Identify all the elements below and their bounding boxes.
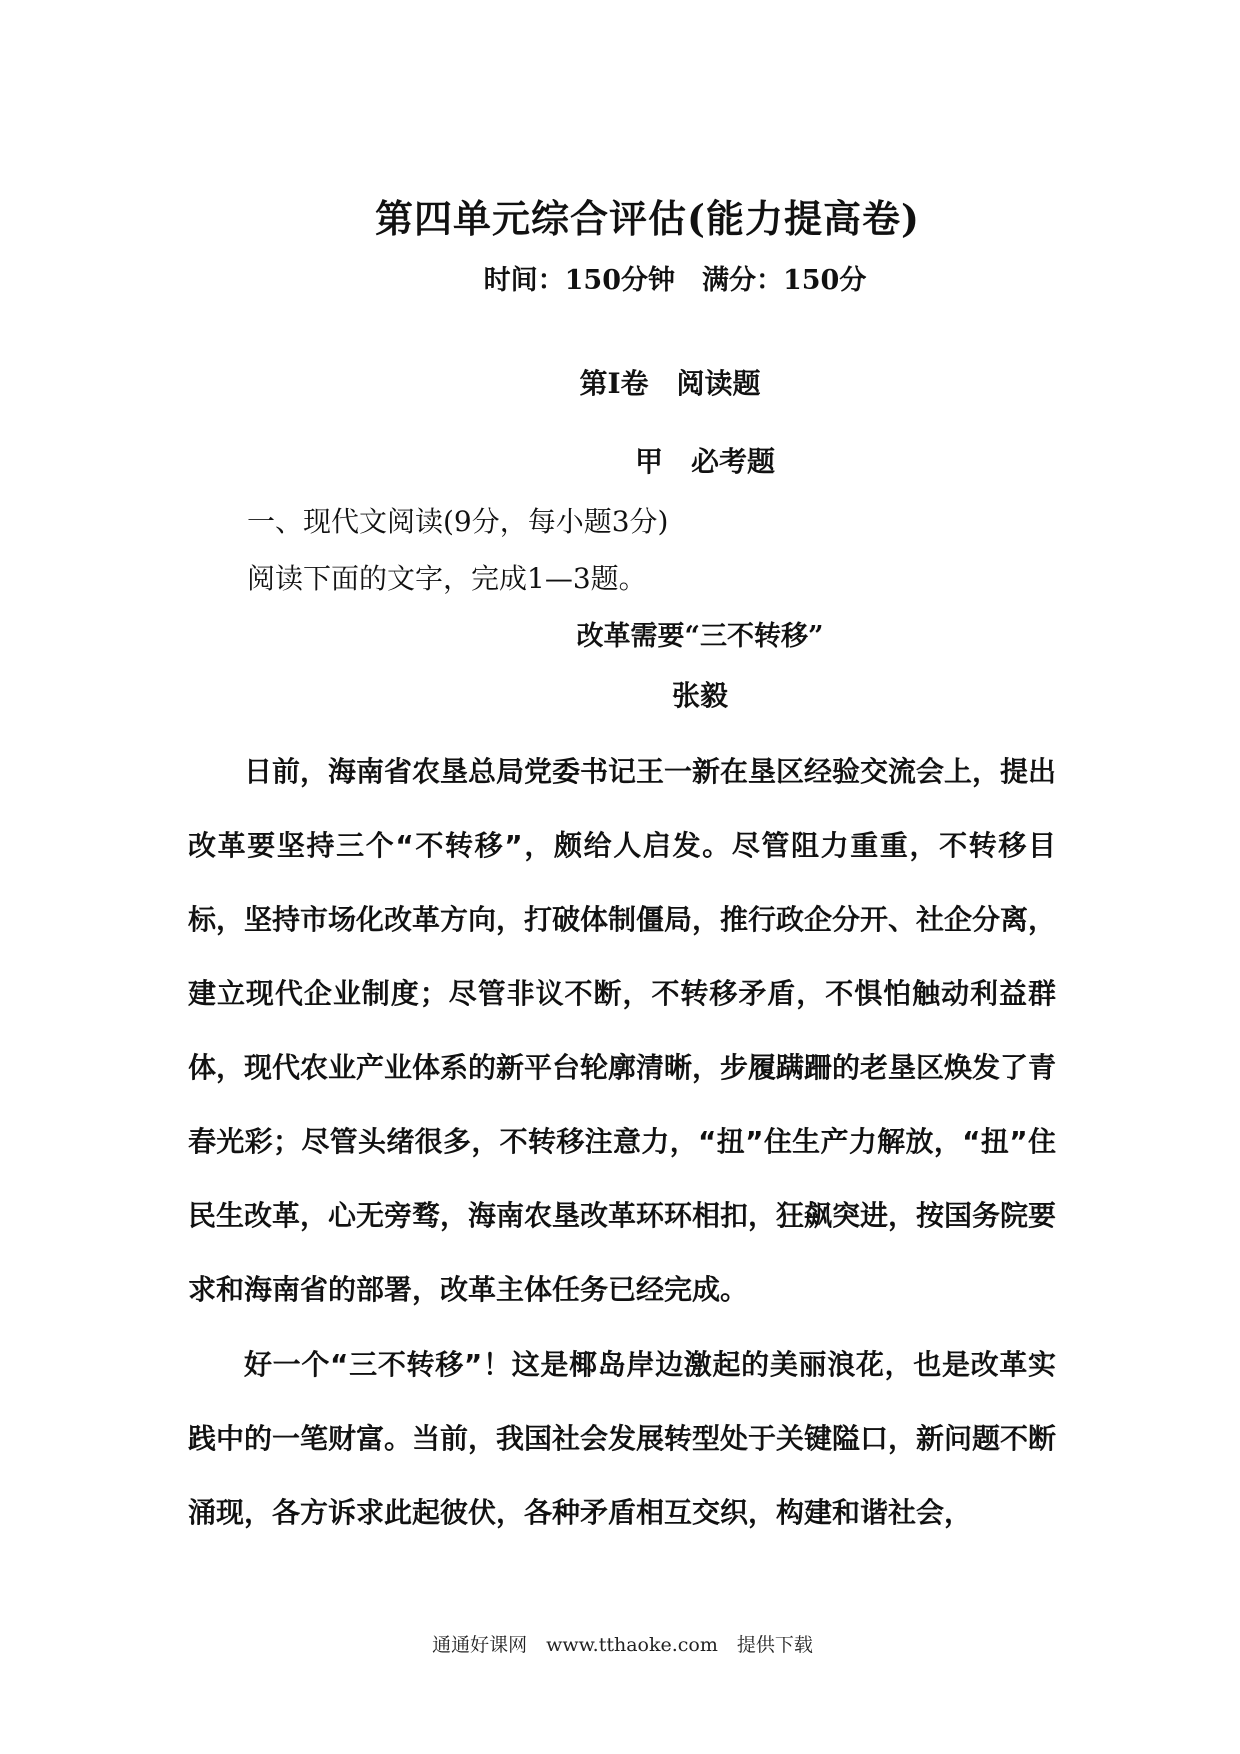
- question-instruction: 阅读下面的文字，完成1—3题。: [247, 562, 647, 595]
- page-footer: 通通好课网 www.tthaoke.com 提供下载: [432, 1634, 813, 1656]
- paragraph-2: 好一个“三不转移”！这是椰岛岸边激起的美丽浪花，也是改革实践中的一笔财富。当前，我国社会发展转型处于关键隘口，新问题不断涌现，各方诉求此起彼伏，各种矛盾相互交织，构建和谐社会，: [188, 1348, 1057, 1529]
- article-title: 改革需要“三不转移”: [576, 621, 824, 652]
- article-author: 张毅: [671, 679, 728, 712]
- exam-title: 第四单元综合评估(能力提高卷): [375, 196, 920, 241]
- paragraph-1: 日前，海南省农垦总局党委书记王一新在垦区经验交流会上，提出改革要坚持三个“不转移”，颇给人启发。尽管阻力重重，不转移目标，坚持市场化改革方向，打破体制僵局，推行政企分开、社企分离，建立现代企业制度；尽管非议不断，不转移矛盾，不惧怕触动利益群体，现代农业产业体系的新平台轮廓清晰，步履蹒跚的老垦区焕发了青春光彩；尽管头绪很多，不转移注意力，“扭”住生产力解放，“扭”住民生改革，心无旁骛，海南农垦改革环环相扣，狂飙突进，按国务院要求和海南省的部署，改革主体任务已经完成。: [188, 755, 1057, 1306]
- article-body-2: [188, 1328, 1056, 1550]
- question-heading: 一、现代文阅读(9分，每小题3分): [247, 505, 669, 538]
- exam-time-score: 时间：150分钟 满分：150分: [483, 265, 867, 296]
- volume-heading: 第Ⅰ卷 阅读题: [579, 367, 761, 400]
- article-body-1: [188, 735, 1056, 1327]
- part-heading: 甲 必考题: [634, 445, 775, 478]
